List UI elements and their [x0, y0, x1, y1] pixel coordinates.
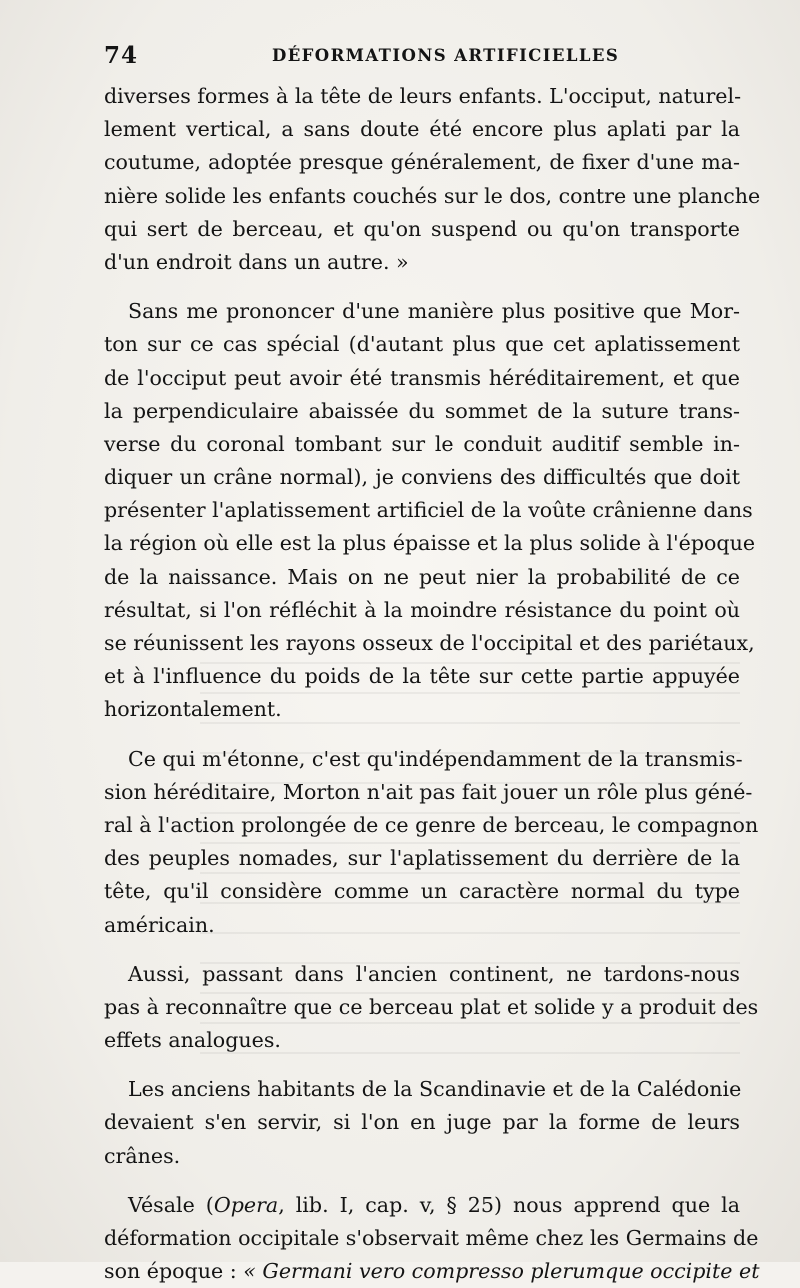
- body-text: [104, 80, 761, 1288]
- text-run: , lib. I, cap. v, § 25) nous apprend que la: [278, 1192, 741, 1217]
- text-line: crânes.: [104, 1143, 181, 1168]
- page-header: [104, 42, 740, 70]
- text-line: déformation occipitale s'observait même chez les Germains de: [104, 1226, 759, 1250]
- text-line: tête, qu'il considère comme un caractère normal du type: [104, 879, 740, 904]
- text-line: effets analogues.: [104, 1028, 281, 1053]
- text-line: d'un endroit dans un autre. »: [104, 249, 409, 274]
- text-line: coutume, adoptée presque généralement, de fixer d'une ma-: [104, 150, 740, 175]
- text-line: de l'occiput peut avoir été transmis héréditairement, et que: [104, 365, 740, 390]
- text-line: américain.: [104, 912, 215, 937]
- page-number: 74: [104, 42, 139, 69]
- text-line: se réunissent les rayons osseux de l'occipital et des pariétaux,: [104, 631, 755, 655]
- text-run: Vésale (: [128, 1192, 214, 1217]
- text-line: ral à l'action prolongée de ce genre de berceau, le compagnon: [104, 812, 759, 837]
- text-run: son époque :: [104, 1259, 244, 1284]
- text-line: de la naissance. Mais on ne peut nier la probabilité de ce: [104, 564, 740, 589]
- text-line: la région où elle est la plus épaisse et la plus solide à l'époque: [104, 531, 756, 556]
- text-line: Aussi, passant dans l'ancien continent, ne tardons-nous: [128, 961, 740, 986]
- text-line: sion héréditaire, Morton n'ait pas fait jouer un rôle plus géné-: [104, 779, 753, 804]
- paragraph: [104, 958, 759, 1058]
- text-line: Ce qui m'étonne, c'est qu'indépendamment de la transmis-: [128, 746, 743, 771]
- text-line: [104, 1189, 740, 1222]
- text-line: la perpendiculaire abaissée du sommet de la suture trans-: [104, 398, 740, 423]
- text-line: devaient s'en servir, si l'on en juge par la forme de leurs: [104, 1110, 740, 1135]
- paragraph: [104, 1073, 740, 1173]
- paragraph: [104, 80, 761, 279]
- text-line: ton sur ce cas spécial (d'autant plus que cet aplatissement: [104, 332, 740, 357]
- text-line: horizontalement.: [104, 697, 282, 722]
- latin-quotation: « Germani vero compresso plerumque occipite et: [243, 1259, 760, 1284]
- text-line: nière solide les enfants couchés sur le dos, contre une planche: [104, 183, 761, 208]
- text-line: des peuples nomades, sur l'aplatissement du derrière de la: [104, 846, 740, 871]
- text-line: résultat, si l'on réfléchit à la moindre résistance du point où: [104, 597, 740, 622]
- paragraph: [104, 1189, 760, 1288]
- text-line: qui sert de berceau, et qu'on suspend ou qu'on transporte: [104, 216, 740, 241]
- paragraph: [104, 743, 759, 942]
- text-line: pas à reconnaître que ce berceau plat et solide y a produit des: [104, 994, 759, 1019]
- paragraph: [104, 295, 756, 726]
- italic-title: Opera: [213, 1192, 279, 1217]
- text-line: [104, 1255, 760, 1288]
- text-line: Les anciens habitants de la Scandinavie et de la Calédonie: [128, 1077, 742, 1102]
- text-line: lement vertical, a sans doute été encore plus aplati par la: [104, 117, 740, 142]
- text-line: verse du coronal tombant sur le conduit auditif semble in-: [104, 431, 740, 456]
- text-line: et à l'influence du poids de la tête sur cette partie appuyée: [104, 664, 740, 689]
- running-head: DÉFORMATIONS ARTIFICIELLES: [272, 46, 620, 65]
- text-line: présenter l'aplatissement artificiel de la voûte crânienne dans: [104, 498, 753, 523]
- text-line: Sans me prononcer d'une manière plus positive que Mor-: [128, 299, 740, 324]
- text-line: diverses formes à la tête de leurs enfants. L'occiput, naturel-: [104, 84, 742, 108]
- text-line: diquer un crâne normal), je conviens des difficultés que doit: [104, 465, 740, 490]
